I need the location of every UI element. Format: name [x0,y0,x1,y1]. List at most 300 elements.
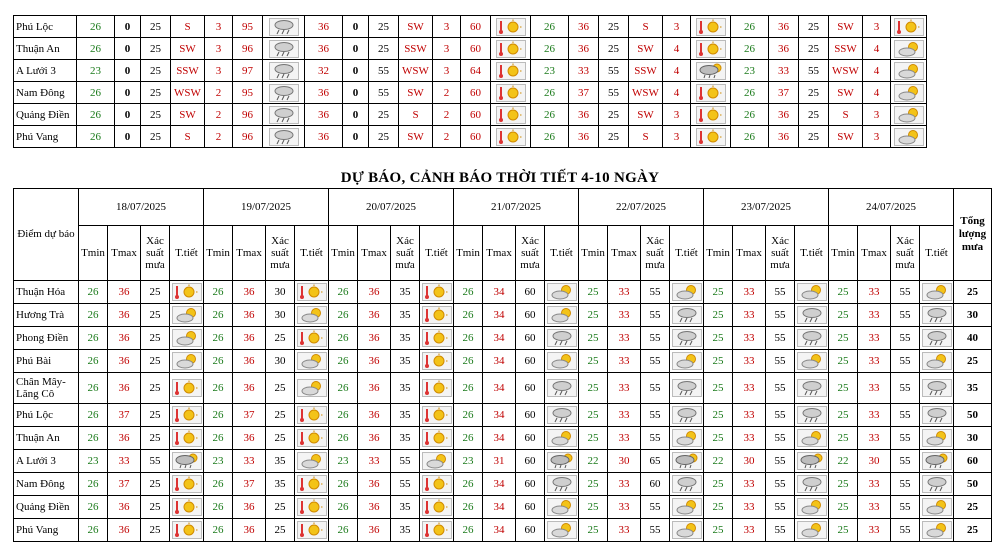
date-header: 21/07/2025 [454,189,579,226]
rain-prob-cell: 35 [391,327,420,350]
tmin-cell: 22 [704,450,733,473]
cloud-rain-icon [795,327,829,350]
tmax-cell: 33 [608,373,641,404]
tmax-header: Tmax [733,226,766,281]
cloud-storm-icon [691,60,731,82]
sun-hot-icon [891,16,927,38]
table-row [14,427,992,450]
value-cell: 3 [863,126,891,148]
value-cell: 2 [433,82,461,104]
cloud-sun-icon [545,304,579,327]
rain-prob-cell: 35 [391,281,420,304]
value-cell: 26 [77,82,115,104]
value-cell: 25 [799,126,829,148]
wx-header: T.tiết [920,226,954,281]
sun-hot-icon [691,104,731,126]
sun-hot-icon [170,404,204,427]
location-name: Thuận An [14,427,79,450]
location-name: Phong Điền [14,327,79,350]
value-cell: 26 [77,38,115,60]
value-cell: 36 [769,38,799,60]
tmax-cell: 36 [108,350,141,373]
tmin-cell: 25 [704,427,733,450]
tmax-cell: 36 [358,350,391,373]
value-cell: 3 [863,104,891,126]
tmin-cell: 26 [204,327,233,350]
sun-hot-icon [420,427,454,450]
rain-prob-cell: 60 [516,519,545,542]
tmin-cell: 26 [329,304,358,327]
value-cell: 26 [731,38,769,60]
sun-hot-icon [420,327,454,350]
cloud-rain-icon [795,304,829,327]
value-cell: S [399,104,433,126]
value-cell: 36 [305,16,343,38]
rain-prob-cell: 25 [141,350,170,373]
value-cell: 36 [769,126,799,148]
tmax-cell: 33 [733,496,766,519]
value-cell: SW [171,104,205,126]
tmax-cell: 36 [358,281,391,304]
value-cell: 0 [343,104,369,126]
tmax-cell: 33 [733,404,766,427]
value-cell: SSW [399,38,433,60]
sun-hot-icon [295,281,329,304]
forecast-title: DỰ BÁO, CẢNH BÁO THỜI TIẾT 4-10 NGÀY [340,170,660,186]
value-cell: S [629,126,663,148]
value-cell: 26 [731,16,769,38]
cloud-storm-icon [170,450,204,473]
value-cell: 25 [369,104,399,126]
rain-prob-cell: 55 [766,427,795,450]
tmin-cell: 25 [704,327,733,350]
total-rain-cell: 60 [954,450,992,473]
cloud-rain-icon [670,304,704,327]
rain-prob-cell: 55 [641,404,670,427]
value-cell: SW [829,16,863,38]
tmin-cell: 26 [329,427,358,450]
value-cell: 26 [77,126,115,148]
tmax-cell: 33 [233,450,266,473]
tmax-cell: 36 [108,304,141,327]
value-cell: 3 [663,16,691,38]
table-row [14,519,992,542]
tmax-cell: 33 [858,327,891,350]
table-row [14,327,992,350]
tmax-cell: 36 [358,404,391,427]
rain-prob-cell: 55 [641,281,670,304]
cloud-rain-icon [795,473,829,496]
rain-prob-cell: 35 [391,519,420,542]
value-cell: 0 [115,60,141,82]
rain-prob-cell: 25 [141,304,170,327]
rain-prob-cell: 55 [641,327,670,350]
value-cell: 25 [599,126,629,148]
sun-hot-icon [420,404,454,427]
rain-prob-cell: 35 [266,450,295,473]
wx-header: T.tiết [545,226,579,281]
rain-prob-cell: 55 [891,427,920,450]
value-cell: 2 [205,126,233,148]
table-row [14,104,927,126]
sun-hot-icon [491,126,531,148]
sun-hot-icon [420,304,454,327]
rain-prob-cell: 25 [141,281,170,304]
rain-prob-cell: 55 [766,519,795,542]
tmax-cell: 34 [483,496,516,519]
location-name: Chân Mây-Lăng Cô [14,373,79,404]
value-cell: 60 [461,126,491,148]
value-cell: 3 [433,60,461,82]
value-cell: 3 [663,126,691,148]
tmin-cell: 25 [829,519,858,542]
value-cell: 2 [205,104,233,126]
tmax-cell: 36 [233,427,266,450]
value-cell: SW [629,104,663,126]
value-cell: 37 [569,82,599,104]
value-cell: 26 [531,82,569,104]
tmax-cell: 33 [608,427,641,450]
cloud-sun-icon [920,427,954,450]
cloud-rain-icon [263,82,305,104]
tmin-header: Tmin [329,226,358,281]
location-name: Quảng Điền [14,496,79,519]
rain-prob-cell: 55 [641,373,670,404]
value-cell: 36 [769,104,799,126]
tmin-cell: 26 [79,304,108,327]
value-cell: SW [829,82,863,104]
cloud-sun-icon [420,450,454,473]
value-cell: 3 [205,16,233,38]
cloud-rain-icon [670,373,704,404]
prob-header: Xác suất mưa [266,226,295,281]
cloud-sun-icon [545,281,579,304]
value-cell: 25 [141,104,171,126]
sun-hot-icon [170,373,204,404]
tmin-cell: 25 [579,281,608,304]
tmin-cell: 26 [329,496,358,519]
tmax-header: Tmax [108,226,141,281]
tmin-cell: 25 [579,350,608,373]
total-rain-cell: 25 [954,350,992,373]
table-row [14,404,992,427]
prob-header: Xác suất mưa [891,226,920,281]
sun-hot-icon [491,104,531,126]
table-row [14,126,927,148]
tmin-cell: 25 [704,373,733,404]
tmin-header: Tmin [454,226,483,281]
tmax-cell: 36 [358,519,391,542]
cloud-sun-icon [670,350,704,373]
sun-hot-icon [170,427,204,450]
value-cell: 60 [461,104,491,126]
tmin-cell: 22 [829,450,858,473]
cloud-rain-icon [670,473,704,496]
value-cell: 0 [115,16,141,38]
rain-prob-cell: 25 [266,373,295,404]
tmax-cell: 36 [233,496,266,519]
tmax-cell: 33 [358,450,391,473]
tmin-cell: 26 [454,304,483,327]
rain-prob-cell: 60 [516,450,545,473]
sun-hot-icon [491,82,531,104]
tmax-cell: 34 [483,404,516,427]
tmax-cell: 33 [858,404,891,427]
cloud-sun-icon [891,82,927,104]
tmax-cell: 34 [483,473,516,496]
value-cell: 36 [569,104,599,126]
rain-prob-cell: 55 [891,373,920,404]
rain-prob-cell: 35 [391,350,420,373]
total-rain-cell: 25 [954,519,992,542]
value-cell: SW [399,16,433,38]
value-cell: 4 [863,38,891,60]
value-cell: 36 [569,16,599,38]
tmax-cell: 34 [483,304,516,327]
rain-prob-cell: 55 [641,496,670,519]
tmax-cell: 34 [483,327,516,350]
rain-prob-cell: 25 [141,496,170,519]
cloud-sun-icon [670,496,704,519]
tmin-cell: 26 [454,496,483,519]
value-cell: 25 [799,16,829,38]
sun-hot-icon [295,404,329,427]
total-rain-cell: 25 [954,496,992,519]
tmax-cell: 33 [858,373,891,404]
tmax-cell: 36 [358,473,391,496]
cloud-sun-icon [891,126,927,148]
tmin-cell: 23 [204,450,233,473]
rain-prob-cell: 25 [141,373,170,404]
tmax-cell: 33 [733,327,766,350]
rain-prob-cell: 60 [516,350,545,373]
sun-hot-icon [420,473,454,496]
tmin-cell: 26 [329,350,358,373]
location-name: Thuận An [14,38,77,60]
tmin-cell: 26 [79,281,108,304]
cloud-sun-icon [295,304,329,327]
rain-prob-cell: 55 [766,473,795,496]
cloud-sun-icon [670,427,704,450]
tmax-cell: 34 [483,350,516,373]
tmax-header: Tmax [483,226,516,281]
value-cell: 96 [233,126,263,148]
tmin-cell: 26 [329,327,358,350]
rain-prob-cell: 25 [266,427,295,450]
value-cell: 25 [141,16,171,38]
value-cell: 4 [863,82,891,104]
tmin-cell: 25 [579,373,608,404]
value-cell: 36 [305,126,343,148]
value-cell: WSW [171,82,205,104]
sun-hot-icon [420,519,454,542]
tmax-cell: 36 [108,281,141,304]
value-cell: 0 [343,126,369,148]
cloud-sun-icon [170,350,204,373]
rain-prob-cell: 55 [766,450,795,473]
tmin-cell: 25 [704,404,733,427]
tmin-cell: 26 [454,404,483,427]
tmin-cell: 26 [204,281,233,304]
location-name: Hương Trà [14,304,79,327]
tmax-cell: 36 [233,304,266,327]
cloud-rain-icon [263,126,305,148]
value-cell: 0 [343,16,369,38]
rain-prob-cell: 55 [891,350,920,373]
cloud-storm-icon [920,450,954,473]
tmin-cell: 26 [79,473,108,496]
rain-prob-cell: 35 [391,404,420,427]
wx-header: T.tiết [420,226,454,281]
table-row [14,16,927,38]
tmin-header: Tmin [204,226,233,281]
tmax-cell: 34 [483,427,516,450]
rain-prob-cell: 55 [141,450,170,473]
rain-prob-cell: 55 [766,404,795,427]
cloud-storm-icon [545,450,579,473]
date-header: 19/07/2025 [204,189,329,226]
cloud-rain-icon [920,404,954,427]
tmin-header: Tmin [79,226,108,281]
value-cell: 25 [599,16,629,38]
rain-prob-cell: 60 [516,496,545,519]
tmax-cell: 33 [858,350,891,373]
wx-header: T.tiết [295,226,329,281]
value-cell: 26 [77,16,115,38]
rain-prob-cell: 55 [891,519,920,542]
value-cell: 37 [769,82,799,104]
tmin-cell: 26 [79,373,108,404]
value-cell: 55 [599,82,629,104]
prob-header: Xác suất mưa [516,226,545,281]
value-cell: 25 [599,104,629,126]
rain-prob-cell: 55 [891,327,920,350]
value-cell: WSW [629,82,663,104]
value-cell: 96 [233,104,263,126]
value-cell: 0 [115,38,141,60]
value-cell: 4 [663,38,691,60]
value-cell: 26 [731,82,769,104]
table-row [14,450,992,473]
value-cell: 25 [141,60,171,82]
tmax-header: Tmax [358,226,391,281]
sun-hot-icon [295,519,329,542]
cloud-sun-icon [670,519,704,542]
cloud-rain-icon [545,373,579,404]
table-row [14,60,927,82]
rain-prob-cell: 55 [891,473,920,496]
prob-header: Xác suất mưa [641,226,670,281]
total-rain-cell: 40 [954,327,992,350]
tmin-cell: 26 [204,473,233,496]
table-row [14,38,927,60]
tmax-cell: 37 [108,473,141,496]
tmin-cell: 26 [79,519,108,542]
cloud-rain-icon [545,473,579,496]
cloud-rain-icon [545,404,579,427]
table-row [14,82,927,104]
wx-header: T.tiết [670,226,704,281]
sun-hot-icon [170,496,204,519]
value-cell: 26 [531,38,569,60]
tmin-cell: 25 [579,304,608,327]
tmin-cell: 26 [329,519,358,542]
location-name: Thuận Hóa [14,281,79,304]
value-cell: 25 [599,38,629,60]
value-cell: 96 [233,38,263,60]
sun-hot-icon [691,16,731,38]
rain-prob-cell: 55 [766,327,795,350]
value-cell: S [171,16,205,38]
value-cell: 26 [731,104,769,126]
sun-hot-icon [491,38,531,60]
rain-prob-cell: 60 [516,427,545,450]
value-cell: 26 [77,104,115,126]
tmax-cell: 36 [108,427,141,450]
rain-prob-cell: 30 [266,350,295,373]
tmin-cell: 25 [579,427,608,450]
cloud-sun-icon [891,104,927,126]
value-cell: 23 [77,60,115,82]
tmax-cell: 33 [608,473,641,496]
date-header: 18/07/2025 [79,189,204,226]
value-cell: 60 [461,16,491,38]
tmax-cell: 36 [358,327,391,350]
cloud-rain-icon [920,473,954,496]
value-cell: 25 [369,16,399,38]
tmin-cell: 26 [79,404,108,427]
rain-prob-cell: 25 [141,473,170,496]
cloud-rain-icon [670,404,704,427]
cloud-sun-icon [545,519,579,542]
value-cell: 3 [863,16,891,38]
prob-header: Xác suất mưa [766,226,795,281]
wx-header: T.tiết [170,226,204,281]
tmin-header: Tmin [579,226,608,281]
tmin-cell: 22 [579,450,608,473]
cloud-sun-icon [795,281,829,304]
value-cell: 55 [599,60,629,82]
cloud-sun-icon [795,519,829,542]
value-cell: SSW [171,60,205,82]
tmax-cell: 33 [608,350,641,373]
rain-prob-cell: 60 [516,473,545,496]
rain-prob-cell: 55 [766,350,795,373]
rain-prob-cell: 60 [641,473,670,496]
tmax-cell: 33 [608,327,641,350]
value-cell: 25 [369,38,399,60]
cloud-sun-icon [170,304,204,327]
location-name: Phú Vang [14,126,77,148]
value-cell: 4 [663,60,691,82]
tmin-cell: 25 [704,350,733,373]
tmin-cell: 26 [204,350,233,373]
prob-header: Xác suất mưa [391,226,420,281]
location-name: Nam Đông [14,473,79,496]
tmax-cell: 30 [608,450,641,473]
tmax-cell: 31 [483,450,516,473]
tmin-cell: 23 [454,450,483,473]
cloud-storm-icon [795,450,829,473]
value-cell: 3 [433,16,461,38]
cloud-sun-icon [920,281,954,304]
tmin-cell: 26 [454,373,483,404]
rain-prob-cell: 55 [641,350,670,373]
tmin-cell: 26 [454,281,483,304]
tmax-cell: 36 [233,373,266,404]
rain-prob-cell: 35 [391,373,420,404]
sun-hot-icon [295,473,329,496]
